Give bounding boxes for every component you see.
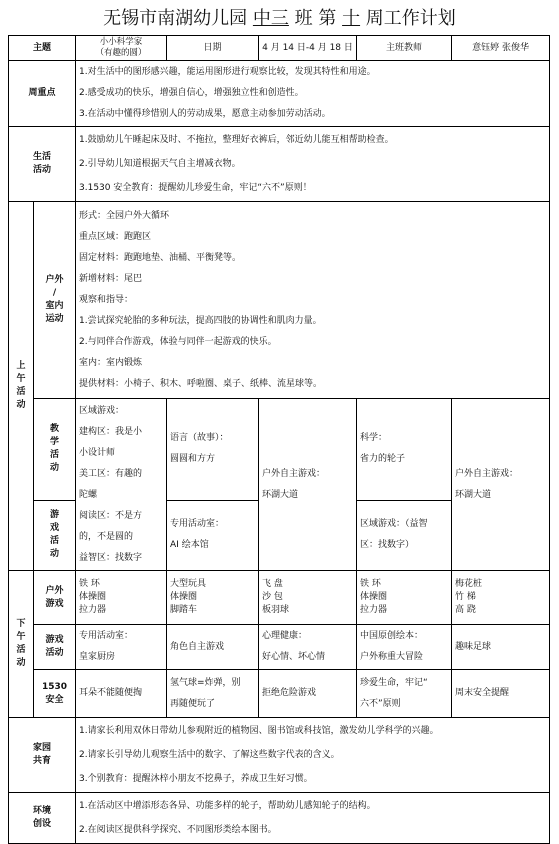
monday-line: 美工区：有趣的 bbox=[79, 469, 143, 479]
thursday-teaching-line: 省力的轮子 bbox=[360, 454, 406, 465]
env-label bbox=[9, 793, 76, 844]
life-label-line: 活动 bbox=[33, 165, 52, 175]
tuesday-outdoor bbox=[167, 571, 259, 625]
outdoor-equipment: 大型玩具 bbox=[170, 579, 207, 589]
afternoon-game-line: 角色自主游戏 bbox=[170, 641, 225, 652]
home-item: 1.请家长利用双休日带幼儿参观附近的植物园、图书馆或科技馆，激发幼儿学科学的兴趣。 bbox=[79, 726, 439, 736]
outdoor-exercise-content bbox=[76, 202, 550, 399]
home-content bbox=[76, 718, 550, 793]
outdoor-equipment: 拉力器 bbox=[79, 605, 107, 615]
outdoor-equipment: 拉力器 bbox=[360, 605, 388, 615]
afternoon-game-line: 中国原创绘本： bbox=[360, 631, 424, 641]
life-label-line: 生活 bbox=[33, 152, 52, 162]
focus-item: 1.对生活中的图形感兴趣，能运用图形进行观察比较，发现其特性和用途。 bbox=[79, 67, 376, 77]
focus-content bbox=[76, 61, 550, 127]
outdoor-exercise-label-line: 室内 bbox=[45, 301, 64, 311]
home-label-line: 家园 bbox=[33, 743, 52, 753]
thursday-outdoor bbox=[357, 571, 452, 625]
afternoon-game-label-line: 游戏 bbox=[45, 635, 64, 645]
home-label-line: 共育 bbox=[33, 756, 52, 766]
safety-line: 周末安全提醒 bbox=[455, 688, 510, 698]
afternoon-outdoor-label bbox=[34, 571, 76, 625]
wednesday-safety bbox=[259, 670, 357, 718]
theme-value bbox=[76, 36, 167, 61]
monday-game bbox=[76, 625, 167, 670]
title-week: 十 bbox=[342, 8, 361, 29]
outdoor-exercise-line: 室内：室内锻炼 bbox=[79, 358, 143, 368]
wednesday-outdoor bbox=[259, 571, 357, 625]
morning-label-char: 午 bbox=[16, 374, 26, 384]
afternoon-label-char: 午 bbox=[16, 632, 26, 642]
teaching-label-char: 教 bbox=[50, 424, 60, 435]
tuesday-teaching bbox=[167, 399, 259, 501]
afternoon-label-char: 活 bbox=[16, 645, 26, 655]
outdoor-exercise-line: 形式：全园户外大循环 bbox=[79, 211, 170, 221]
thursday-game bbox=[357, 625, 452, 670]
afternoon-game-row bbox=[9, 625, 550, 670]
date-label: 日期 bbox=[167, 36, 259, 61]
outdoor-equipment: 体操圈 bbox=[360, 592, 388, 602]
title-school: 无锡市南湖幼儿园 bbox=[103, 8, 253, 29]
env-item: 2.在阅读区提供科学探究、不同图形类绘本图书。 bbox=[79, 825, 277, 835]
focus-item: 2.感受成功的快乐，增强自信心，增强独立性和创造性。 bbox=[79, 88, 304, 98]
title-class-word: 班 第 bbox=[288, 8, 343, 29]
afternoon-game-label bbox=[34, 625, 76, 670]
morning-label-char: 活 bbox=[16, 387, 26, 397]
afternoon-game-line: 皇家厨房 bbox=[79, 652, 116, 662]
teacher-names: 意钰婷 张俊华 bbox=[452, 36, 550, 61]
wednesday-outdoor-game bbox=[259, 399, 357, 571]
env-row bbox=[9, 793, 550, 844]
env-content bbox=[76, 793, 550, 844]
life-content bbox=[76, 127, 550, 202]
monday-outdoor bbox=[76, 571, 167, 625]
outdoor-equipment: 高 跷 bbox=[455, 605, 476, 615]
morning-label bbox=[9, 202, 34, 571]
safety-line: 氢气球=炸弹，别 bbox=[170, 677, 241, 688]
outdoor-exercise-line: 提供材料：小椅子、积木、呼啦圈、桌子、纸棒、流星球等。 bbox=[79, 379, 323, 389]
teacher-label: 主班教师 bbox=[357, 36, 452, 61]
monday-line: 益智区：找数字 bbox=[79, 553, 143, 563]
outdoor-exercise-line: 新增材料：尾巴 bbox=[79, 274, 143, 284]
life-item: 1.鼓励幼儿午睡起床及时、不拖拉，整理好衣裤后，邻近幼儿能互相帮助检查。 bbox=[79, 135, 394, 145]
game-label-char: 活 bbox=[50, 536, 60, 547]
focus-label: 周重点 bbox=[9, 61, 76, 127]
focus-item: 3.在活动中懂得珍惜别人的劳动成果，愿意主动参加劳动活动。 bbox=[79, 109, 331, 119]
friday-line: 户外自主游戏： bbox=[455, 468, 519, 479]
home-row bbox=[9, 718, 550, 793]
monday-line: 小设计师 bbox=[79, 448, 116, 458]
thursday-teaching-line: 科学： bbox=[360, 433, 388, 444]
home-item: 2.请家长引导幼儿观察生活中的数字、了解这些数字代表的含义。 bbox=[79, 750, 340, 760]
teaching-label-char: 学 bbox=[50, 437, 60, 448]
monday-line: 建构区：我是小 bbox=[79, 427, 143, 437]
outdoor-exercise-label-line: / bbox=[52, 288, 57, 298]
afternoon-outdoor-label-line: 户外 bbox=[45, 585, 64, 596]
afternoon-game-line: 心理健康： bbox=[262, 631, 308, 641]
outdoor-exercise-line: 2.与同伴合作游戏，体验与同伴一起游戏的快乐。 bbox=[79, 337, 277, 347]
weekly-plan-table bbox=[8, 35, 550, 844]
teaching-label-char: 动 bbox=[50, 463, 60, 474]
monday-line: 区域游戏： bbox=[79, 406, 125, 416]
header-row bbox=[9, 36, 550, 61]
morning-teaching-row bbox=[9, 399, 550, 501]
afternoon-game-label-line: 活动 bbox=[45, 648, 64, 658]
outdoor-exercise-line: 固定材料：跑跑地垫、油桶、平衡凳等。 bbox=[79, 253, 242, 263]
morning-label-char: 动 bbox=[16, 400, 26, 410]
monday-line: 的，不是圆的 bbox=[79, 532, 134, 542]
outdoor-equipment: 梅花桩 bbox=[455, 579, 483, 589]
focus-row bbox=[9, 61, 550, 127]
outdoor-exercise-line: 重点区域：跑跑区 bbox=[79, 232, 152, 242]
afternoon-game-line: 好心情、坏心情 bbox=[262, 652, 326, 662]
tuesday-game-line: AI 绘本馆 bbox=[170, 540, 209, 551]
env-item: 1.在活动区中增添形态各异、功能多样的轮子，帮助幼儿感知轮子的结构。 bbox=[79, 801, 376, 811]
afternoon-outdoor-row bbox=[9, 571, 550, 625]
home-label bbox=[9, 718, 76, 793]
friday-line: 环湖大道 bbox=[455, 489, 492, 500]
friday-game bbox=[452, 625, 550, 670]
game-label bbox=[34, 500, 76, 570]
title-class: 中三 bbox=[252, 8, 289, 29]
afternoon-game-line: 专用活动室： bbox=[79, 631, 134, 641]
afternoon-label-char: 动 bbox=[16, 658, 26, 668]
outdoor-equipment: 铁 环 bbox=[360, 579, 381, 589]
monday-line: 阅读区：不是方 bbox=[79, 511, 143, 521]
thursday-teaching bbox=[357, 399, 452, 501]
safety-line: 拒绝危险游戏 bbox=[262, 688, 317, 698]
env-label-line: 环境 bbox=[33, 806, 52, 816]
outdoor-equipment: 飞 盘 bbox=[262, 579, 283, 589]
tuesday-game-line: 专用活动室： bbox=[170, 519, 225, 530]
life-row bbox=[9, 127, 550, 202]
outdoor-equipment: 铁 环 bbox=[79, 579, 100, 589]
tuesday-teaching-line: 语言（故事）： bbox=[170, 433, 229, 444]
outdoor-equipment: 板羽球 bbox=[262, 605, 290, 615]
theme-value-line: （有趣的圆） bbox=[95, 48, 147, 58]
afternoon-label-char: 下 bbox=[16, 619, 26, 629]
life-item: 3.1530 安全教育：提醒幼儿珍爱生命，牢记“六不”原则！ bbox=[79, 183, 312, 193]
monday-area-games bbox=[76, 399, 167, 571]
morning-outdoor-row bbox=[9, 202, 550, 399]
safety-line: 六不”原则 bbox=[360, 698, 401, 709]
afternoon-game-line: 户外称重大冒险 bbox=[360, 652, 424, 662]
safety-label-line: 安全 bbox=[45, 694, 64, 705]
game-label-char: 动 bbox=[50, 549, 60, 560]
afternoon-label bbox=[9, 571, 34, 718]
tuesday-game bbox=[167, 500, 259, 570]
afternoon-outdoor-label-line: 游戏 bbox=[45, 598, 64, 609]
friday-safety bbox=[452, 670, 550, 718]
outdoor-exercise-line: 1.尝试探究轮胎的多种玩法，提高四肢的协调性和肌肉力量。 bbox=[79, 316, 322, 326]
safety-line: 珍爱生命，牢记“ bbox=[360, 677, 428, 688]
page-title bbox=[0, 4, 559, 34]
date-value: 4 月 14 日-4 月 18 日 bbox=[259, 36, 357, 61]
morning-label-char: 上 bbox=[16, 361, 26, 371]
thursday-game-line: 区：找数字） bbox=[360, 540, 415, 551]
outdoor-equipment: 竹 梯 bbox=[455, 592, 476, 602]
env-label-line: 创设 bbox=[33, 819, 52, 829]
tuesday-teaching-line: 圆圆和方方 bbox=[170, 454, 216, 465]
wednesday-game bbox=[259, 625, 357, 670]
teaching-label-char: 活 bbox=[50, 450, 60, 461]
title-suffix: 周工作计划 bbox=[360, 8, 456, 29]
friday-outdoor-game bbox=[452, 399, 550, 571]
wednesday-line: 户外自主游戏： bbox=[262, 468, 326, 479]
safety-line: 再随便玩了 bbox=[170, 698, 216, 709]
life-label bbox=[9, 127, 76, 202]
thursday-game-line: 区域游戏：（益智 bbox=[360, 519, 428, 530]
outdoor-equipment: 沙 包 bbox=[262, 592, 283, 602]
outdoor-exercise-line: 观察和指导： bbox=[79, 295, 134, 305]
outdoor-exercise-label bbox=[34, 202, 76, 399]
safety-line: 耳朵不能随便掏 bbox=[79, 688, 143, 698]
friday-outdoor bbox=[452, 571, 550, 625]
outdoor-exercise-label-line: 运动 bbox=[45, 314, 64, 324]
life-item: 2.引导幼儿知道根据天气自主增减衣物。 bbox=[79, 159, 241, 169]
safety-label-line: 1530 bbox=[41, 681, 68, 692]
game-label-char: 戏 bbox=[50, 523, 60, 534]
safety-label bbox=[34, 670, 76, 718]
outdoor-equipment: 脚踏车 bbox=[170, 605, 198, 615]
thursday-game bbox=[357, 500, 452, 570]
game-label-char: 游 bbox=[50, 510, 60, 521]
tuesday-safety bbox=[167, 670, 259, 718]
teaching-label bbox=[34, 399, 76, 501]
tuesday-game bbox=[167, 625, 259, 670]
afternoon-safety-row bbox=[9, 670, 550, 718]
outdoor-equipment: 体操圈 bbox=[79, 592, 107, 602]
monday-line: 陀螺 bbox=[79, 490, 98, 500]
monday-safety bbox=[76, 670, 167, 718]
outdoor-equipment: 体操圈 bbox=[170, 592, 198, 602]
thursday-safety bbox=[357, 670, 452, 718]
theme-label: 主题 bbox=[9, 36, 76, 61]
wednesday-line: 环湖大道 bbox=[262, 489, 299, 500]
home-item: 3.个别教育：提醒沐梓小朋友不挖鼻子，养成卫生好习惯。 bbox=[79, 774, 313, 784]
theme-value-line: 小小科学家 bbox=[99, 37, 143, 47]
afternoon-game-line: 趣味足球 bbox=[455, 641, 492, 652]
outdoor-exercise-label-line: 户外 bbox=[45, 275, 64, 285]
